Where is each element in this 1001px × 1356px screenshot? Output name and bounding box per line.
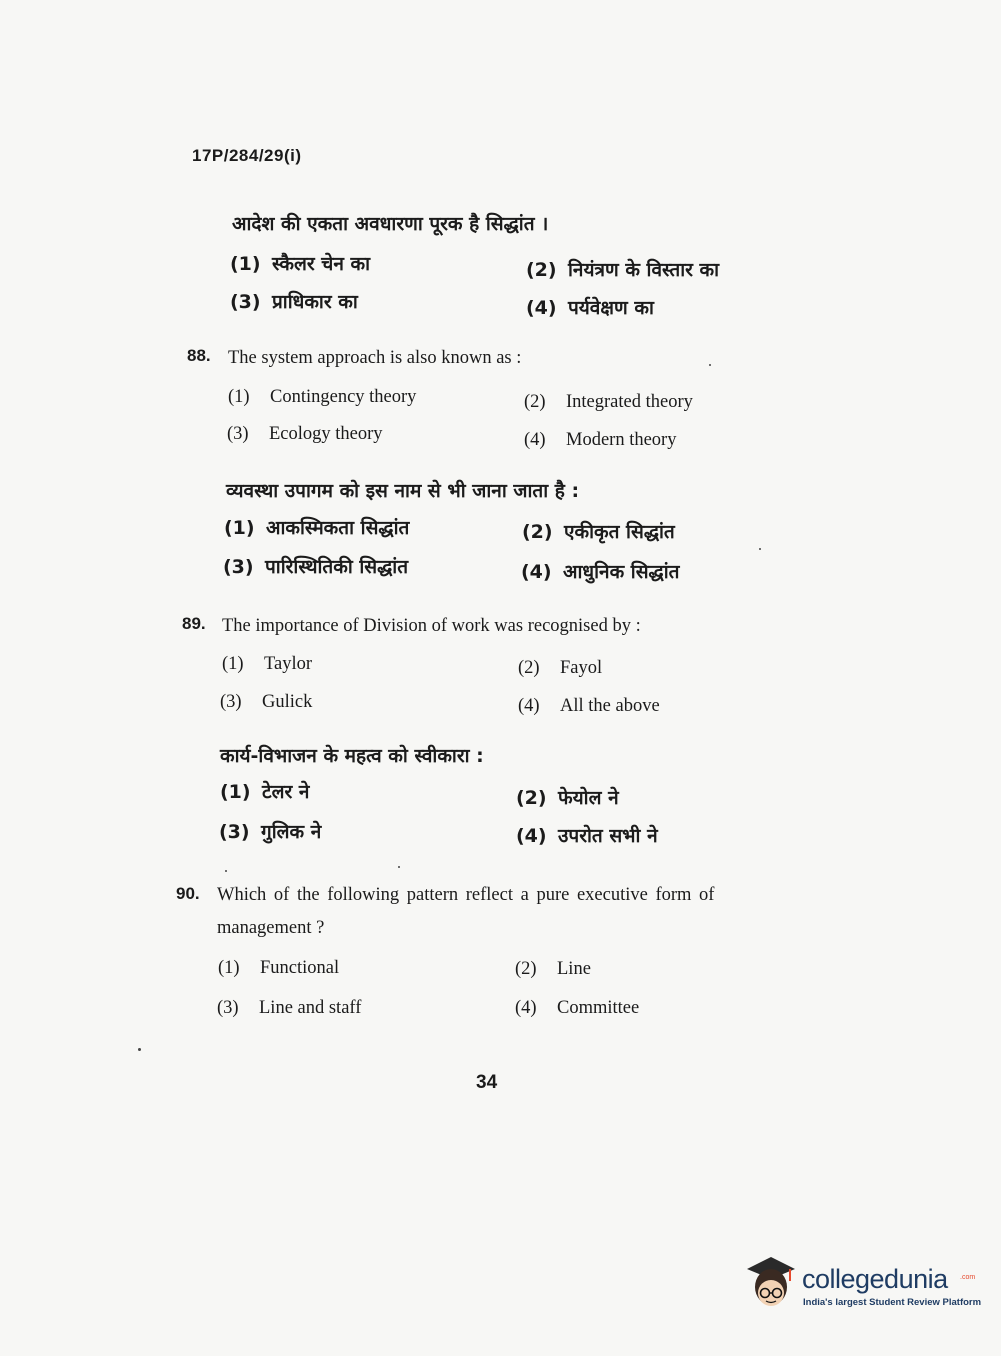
scan-speck xyxy=(398,866,400,868)
scan-speck xyxy=(138,1048,141,1051)
q88-number: 88. xyxy=(187,346,211,365)
q90-option-1: (1) Functional xyxy=(218,958,340,978)
brand-tld: .com xyxy=(960,1274,976,1281)
q89-hindi-stem: कार्य-विभाजन के महत्व को स्वीकारा : xyxy=(220,745,484,767)
q88-option-2: (2) Integrated theory xyxy=(524,392,693,412)
q88-hindi-option-3: (3) पारिस्थितिकी सिद्धांत xyxy=(223,556,409,578)
scan-speck xyxy=(225,870,227,872)
q87-hindi-option-3: (3) प्राधिकार का xyxy=(230,291,358,313)
q88-option-4: (4) Modern theory xyxy=(524,430,677,450)
q90-stem-line-2: management ? xyxy=(217,918,325,938)
q90-stem-line-1: Which of the following pattern reflect a pure executive form of xyxy=(217,885,715,905)
brand-wordmark: collegedunia xyxy=(802,1264,948,1294)
q89-hindi-option-2: (2) फेयोल ने xyxy=(516,787,619,809)
q88-stem: The system approach is also known as : xyxy=(228,348,522,368)
q88-hindi-option-2: (2) एकीकृत सिद्धांत xyxy=(522,521,675,543)
page-number: 34 xyxy=(476,1072,498,1093)
q89-option-3: (3) Gulick xyxy=(220,692,313,712)
q88-option-1: (1) Contingency theory xyxy=(228,387,417,407)
q90-number: 90. xyxy=(176,884,200,903)
q89-option-4: (4) All the above xyxy=(518,696,660,716)
q89-stem: The importance of Division of work was recognised by : xyxy=(222,616,641,636)
scan-speck xyxy=(709,364,711,366)
scan-speck xyxy=(759,548,761,550)
q87-hindi-option-4: (4) पर्यवेक्षण का xyxy=(526,297,654,319)
q89-option-1: (1) Taylor xyxy=(222,654,313,674)
paper-code: 17P/284/29(i) xyxy=(192,146,302,165)
q89-hindi-option-3: (3) गुलिक ने xyxy=(219,821,322,843)
q90-option-3: (3) Line and staff xyxy=(217,998,362,1018)
q87-hindi-option-1: (1) स्कैलर चेन का xyxy=(230,253,370,275)
q87-hindi-option-2: (2) नियंत्रण के विस्तार का xyxy=(526,259,720,281)
q88-hindi-option-1: (1) आकस्मिकता सिद्धांत xyxy=(224,517,410,539)
q90-option-4: (4) Committee xyxy=(515,998,640,1018)
collegedunia-mascot-icon xyxy=(743,1253,797,1311)
q87-hindi-stem: आदेश की एकता अवधारणा पूरक है सिद्धांत । xyxy=(232,213,549,235)
q89-number: 89. xyxy=(182,614,206,633)
q88-option-3: (3) Ecology theory xyxy=(227,424,383,444)
q88-hindi-option-4: (4) आधुनिक सिद्धांत xyxy=(521,561,680,583)
q90-option-2: (2) Line xyxy=(515,959,591,979)
q88-hindi-stem: व्यवस्था उपागम को इस नाम से भी जाना जाता है : xyxy=(226,480,580,502)
brand-tagline: India's largest Student Review Platform xyxy=(803,1297,982,1308)
q89-option-2: (2) Fayol xyxy=(518,658,603,678)
q89-hindi-option-1: (1) टेलर ने xyxy=(220,781,310,803)
q89-hindi-option-4: (4) उपरोत सभी ने xyxy=(516,825,658,847)
